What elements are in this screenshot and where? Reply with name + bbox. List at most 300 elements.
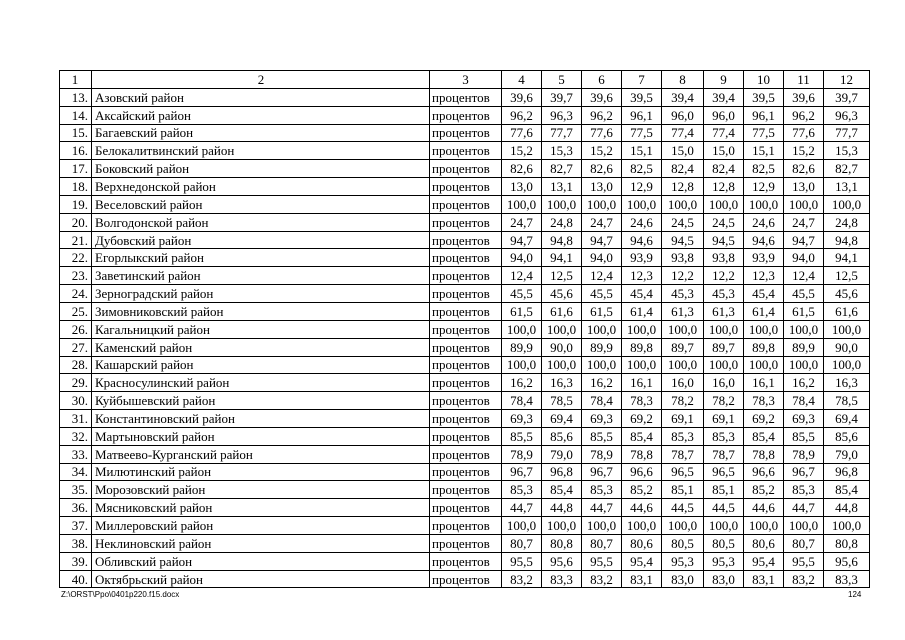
value-cell: 61,6 xyxy=(824,302,870,320)
row-number: 15. xyxy=(60,124,92,142)
value-cell: 100,0 xyxy=(542,195,582,213)
value-cell: 82,6 xyxy=(502,160,542,178)
value-cell: 100,0 xyxy=(784,356,824,374)
header-cell: 4 xyxy=(502,71,542,89)
district-name: Зерноградский район xyxy=(92,285,430,303)
value-cell: 44,6 xyxy=(622,499,662,517)
value-cell: 69,4 xyxy=(824,410,870,428)
table-row xyxy=(60,445,870,463)
value-cell: 80,6 xyxy=(744,534,784,552)
data-table xyxy=(59,70,870,588)
unit-cell: процентов xyxy=(430,249,502,267)
value-cell: 69,1 xyxy=(704,410,744,428)
value-cell: 85,3 xyxy=(704,427,744,445)
value-cell: 44,7 xyxy=(582,499,622,517)
unit-cell: процентов xyxy=(430,302,502,320)
value-cell: 78,5 xyxy=(824,392,870,410)
value-cell: 89,9 xyxy=(784,338,824,356)
value-cell: 44,5 xyxy=(704,499,744,517)
footer-page-number: 124 xyxy=(848,590,862,599)
value-cell: 39,4 xyxy=(662,88,704,106)
value-cell: 78,4 xyxy=(784,392,824,410)
value-cell: 96,1 xyxy=(622,106,662,124)
value-cell: 39,7 xyxy=(824,88,870,106)
value-cell: 78,9 xyxy=(582,445,622,463)
value-cell: 82,6 xyxy=(784,160,824,178)
table-row xyxy=(60,267,870,285)
value-cell: 77,4 xyxy=(704,124,744,142)
value-cell: 45,4 xyxy=(744,285,784,303)
district-name: Мясниковский район xyxy=(92,499,430,517)
table-row xyxy=(60,195,870,213)
value-cell: 100,0 xyxy=(704,356,744,374)
value-cell: 85,5 xyxy=(502,427,542,445)
value-cell: 61,3 xyxy=(662,302,704,320)
value-cell: 96,7 xyxy=(502,463,542,481)
value-cell: 93,9 xyxy=(744,249,784,267)
value-cell: 15,1 xyxy=(622,142,662,160)
value-cell: 100,0 xyxy=(824,320,870,338)
district-name: Октябрьский район xyxy=(92,570,430,588)
value-cell: 45,3 xyxy=(662,285,704,303)
value-cell: 78,4 xyxy=(582,392,622,410)
value-cell: 82,4 xyxy=(704,160,744,178)
value-cell: 100,0 xyxy=(502,356,542,374)
value-cell: 96,5 xyxy=(704,463,744,481)
value-cell: 16,3 xyxy=(824,374,870,392)
value-cell: 15,2 xyxy=(784,142,824,160)
value-cell: 61,5 xyxy=(582,302,622,320)
value-cell: 16,2 xyxy=(784,374,824,392)
value-cell: 24,7 xyxy=(582,213,622,231)
value-cell: 78,4 xyxy=(502,392,542,410)
value-cell: 100,0 xyxy=(582,356,622,374)
value-cell: 39,7 xyxy=(542,88,582,106)
table-row xyxy=(60,285,870,303)
table-row xyxy=(60,160,870,178)
value-cell: 44,8 xyxy=(542,499,582,517)
value-cell: 83,2 xyxy=(502,570,542,588)
value-cell: 44,7 xyxy=(502,499,542,517)
value-cell: 82,6 xyxy=(582,160,622,178)
value-cell: 100,0 xyxy=(744,517,784,535)
value-cell: 83,0 xyxy=(704,570,744,588)
row-number: 32. xyxy=(60,427,92,445)
value-cell: 96,2 xyxy=(582,106,622,124)
header-cell: 5 xyxy=(542,71,582,89)
value-cell: 85,3 xyxy=(582,481,622,499)
value-cell: 45,6 xyxy=(542,285,582,303)
value-cell: 24,5 xyxy=(662,213,704,231)
row-number: 38. xyxy=(60,534,92,552)
district-name: Егорлыкский район xyxy=(92,249,430,267)
row-number: 17. xyxy=(60,160,92,178)
value-cell: 78,8 xyxy=(622,445,662,463)
value-cell: 39,5 xyxy=(744,88,784,106)
value-cell: 69,1 xyxy=(662,410,704,428)
value-cell: 16,2 xyxy=(582,374,622,392)
table-row xyxy=(60,106,870,124)
district-name: Веселовский район xyxy=(92,195,430,213)
value-cell: 69,2 xyxy=(622,410,662,428)
value-cell: 95,5 xyxy=(582,552,622,570)
row-number: 29. xyxy=(60,374,92,392)
value-cell: 96,3 xyxy=(542,106,582,124)
value-cell: 94,7 xyxy=(784,231,824,249)
district-name: Аксайский район xyxy=(92,106,430,124)
value-cell: 83,2 xyxy=(582,570,622,588)
district-name: Заветинский район xyxy=(92,267,430,285)
row-number: 35. xyxy=(60,481,92,499)
value-cell: 89,9 xyxy=(582,338,622,356)
district-name: Красносулинский район xyxy=(92,374,430,392)
district-name: Азовский район xyxy=(92,88,430,106)
table-row xyxy=(60,249,870,267)
row-number: 13. xyxy=(60,88,92,106)
value-cell: 100,0 xyxy=(662,517,704,535)
value-cell: 85,4 xyxy=(824,481,870,499)
value-cell: 85,3 xyxy=(502,481,542,499)
table-header-row xyxy=(60,71,870,89)
value-cell: 15,2 xyxy=(582,142,622,160)
value-cell: 95,6 xyxy=(824,552,870,570)
value-cell: 44,5 xyxy=(662,499,704,517)
value-cell: 96,1 xyxy=(744,106,784,124)
unit-cell: процентов xyxy=(430,481,502,499)
row-number: 31. xyxy=(60,410,92,428)
value-cell: 69,3 xyxy=(502,410,542,428)
unit-cell: процентов xyxy=(430,392,502,410)
table-row xyxy=(60,142,870,160)
value-cell: 61,4 xyxy=(744,302,784,320)
value-cell: 12,5 xyxy=(824,267,870,285)
row-number: 27. xyxy=(60,338,92,356)
value-cell: 94,0 xyxy=(582,249,622,267)
table-row xyxy=(60,481,870,499)
value-cell: 16,1 xyxy=(622,374,662,392)
district-name: Кашарский район xyxy=(92,356,430,374)
value-cell: 83,3 xyxy=(542,570,582,588)
value-cell: 13,0 xyxy=(784,178,824,196)
value-cell: 77,6 xyxy=(784,124,824,142)
header-cell: 3 xyxy=(430,71,502,89)
table-row xyxy=(60,374,870,392)
value-cell: 61,3 xyxy=(704,302,744,320)
value-cell: 96,8 xyxy=(824,463,870,481)
value-cell: 78,2 xyxy=(662,392,704,410)
table-row xyxy=(60,213,870,231)
value-cell: 89,9 xyxy=(502,338,542,356)
unit-cell: процентов xyxy=(430,517,502,535)
district-name: Мартыновский район xyxy=(92,427,430,445)
table-row xyxy=(60,517,870,535)
unit-cell: процентов xyxy=(430,445,502,463)
value-cell: 77,5 xyxy=(622,124,662,142)
value-cell: 94,6 xyxy=(622,231,662,249)
value-cell: 100,0 xyxy=(662,320,704,338)
table-row xyxy=(60,463,870,481)
value-cell: 96,7 xyxy=(582,463,622,481)
value-cell: 85,3 xyxy=(662,427,704,445)
table-row xyxy=(60,499,870,517)
value-cell: 77,6 xyxy=(502,124,542,142)
value-cell: 96,8 xyxy=(542,463,582,481)
district-name: Кагальницкий район xyxy=(92,320,430,338)
row-number: 24. xyxy=(60,285,92,303)
unit-cell: процентов xyxy=(430,160,502,178)
row-number: 40. xyxy=(60,570,92,588)
table-row xyxy=(60,534,870,552)
district-name: Матвеево-Курганский район xyxy=(92,445,430,463)
value-cell: 77,7 xyxy=(824,124,870,142)
value-cell: 61,5 xyxy=(784,302,824,320)
unit-cell: процентов xyxy=(430,213,502,231)
unit-cell: процентов xyxy=(430,534,502,552)
value-cell: 96,2 xyxy=(784,106,824,124)
district-name: Боковский район xyxy=(92,160,430,178)
value-cell: 61,5 xyxy=(502,302,542,320)
unit-cell: процентов xyxy=(430,88,502,106)
value-cell: 85,4 xyxy=(622,427,662,445)
value-cell: 96,0 xyxy=(704,106,744,124)
value-cell: 96,5 xyxy=(662,463,704,481)
value-cell: 100,0 xyxy=(704,517,744,535)
district-name: Дубовский район xyxy=(92,231,430,249)
value-cell: 61,4 xyxy=(622,302,662,320)
header-cell: 12 xyxy=(824,71,870,89)
table-row xyxy=(60,552,870,570)
value-cell: 94,0 xyxy=(502,249,542,267)
unit-cell: процентов xyxy=(430,285,502,303)
value-cell: 94,7 xyxy=(502,231,542,249)
value-cell: 78,9 xyxy=(502,445,542,463)
value-cell: 89,7 xyxy=(662,338,704,356)
table-row xyxy=(60,302,870,320)
value-cell: 93,8 xyxy=(704,249,744,267)
value-cell: 80,6 xyxy=(622,534,662,552)
value-cell: 80,8 xyxy=(824,534,870,552)
value-cell: 100,0 xyxy=(784,195,824,213)
value-cell: 85,6 xyxy=(824,427,870,445)
value-cell: 100,0 xyxy=(662,195,704,213)
value-cell: 39,4 xyxy=(704,88,744,106)
value-cell: 13,0 xyxy=(582,178,622,196)
value-cell: 82,4 xyxy=(662,160,704,178)
value-cell: 12,8 xyxy=(704,178,744,196)
value-cell: 80,7 xyxy=(582,534,622,552)
value-cell: 93,8 xyxy=(662,249,704,267)
value-cell: 12,3 xyxy=(744,267,784,285)
value-cell: 100,0 xyxy=(622,356,662,374)
value-cell: 44,7 xyxy=(784,499,824,517)
value-cell: 69,3 xyxy=(784,410,824,428)
table-row xyxy=(60,178,870,196)
value-cell: 45,3 xyxy=(704,285,744,303)
value-cell: 12,2 xyxy=(704,267,744,285)
table-row xyxy=(60,392,870,410)
value-cell: 100,0 xyxy=(744,195,784,213)
value-cell: 80,5 xyxy=(704,534,744,552)
district-name: Морозовский район xyxy=(92,481,430,499)
value-cell: 100,0 xyxy=(542,320,582,338)
value-cell: 94,5 xyxy=(662,231,704,249)
unit-cell: процентов xyxy=(430,142,502,160)
value-cell: 82,7 xyxy=(542,160,582,178)
row-number: 21. xyxy=(60,231,92,249)
value-cell: 12,4 xyxy=(502,267,542,285)
value-cell: 78,3 xyxy=(744,392,784,410)
district-name: Обливский район xyxy=(92,552,430,570)
value-cell: 89,8 xyxy=(744,338,784,356)
value-cell: 85,4 xyxy=(542,481,582,499)
value-cell: 45,5 xyxy=(502,285,542,303)
value-cell: 90,0 xyxy=(542,338,582,356)
value-cell: 100,0 xyxy=(542,356,582,374)
table-row xyxy=(60,124,870,142)
value-cell: 100,0 xyxy=(622,320,662,338)
district-name: Белокалитвинский район xyxy=(92,142,430,160)
value-cell: 83,2 xyxy=(784,570,824,588)
unit-cell: процентов xyxy=(430,552,502,570)
value-cell: 100,0 xyxy=(824,356,870,374)
value-cell: 83,0 xyxy=(662,570,704,588)
value-cell: 100,0 xyxy=(502,320,542,338)
row-number: 19. xyxy=(60,195,92,213)
value-cell: 96,6 xyxy=(622,463,662,481)
value-cell: 94,8 xyxy=(542,231,582,249)
value-cell: 94,1 xyxy=(824,249,870,267)
value-cell: 24,8 xyxy=(542,213,582,231)
value-cell: 13,1 xyxy=(542,178,582,196)
value-cell: 16,2 xyxy=(502,374,542,392)
unit-cell: процентов xyxy=(430,374,502,392)
district-name: Верхнедонской район xyxy=(92,178,430,196)
value-cell: 12,8 xyxy=(662,178,704,196)
value-cell: 100,0 xyxy=(744,356,784,374)
value-cell: 45,4 xyxy=(622,285,662,303)
header-cell: 6 xyxy=(582,71,622,89)
value-cell: 24,5 xyxy=(704,213,744,231)
value-cell: 39,6 xyxy=(502,88,542,106)
value-cell: 95,4 xyxy=(622,552,662,570)
value-cell: 12,4 xyxy=(582,267,622,285)
value-cell: 89,8 xyxy=(622,338,662,356)
table-row xyxy=(60,88,870,106)
header-cell: 2 xyxy=(92,71,430,89)
value-cell: 96,7 xyxy=(784,463,824,481)
unit-cell: процентов xyxy=(430,320,502,338)
value-cell: 95,5 xyxy=(502,552,542,570)
footer-file-path: Z:\ORST\Ppo\0401p220.f15.docx xyxy=(61,590,180,599)
value-cell: 15,0 xyxy=(662,142,704,160)
value-cell: 69,2 xyxy=(744,410,784,428)
value-cell: 95,6 xyxy=(542,552,582,570)
value-cell: 80,7 xyxy=(502,534,542,552)
unit-cell: процентов xyxy=(430,267,502,285)
value-cell: 24,6 xyxy=(622,213,662,231)
value-cell: 69,3 xyxy=(582,410,622,428)
header-cell: 11 xyxy=(784,71,824,89)
unit-cell: процентов xyxy=(430,356,502,374)
row-number: 18. xyxy=(60,178,92,196)
value-cell: 100,0 xyxy=(662,356,704,374)
value-cell: 16,0 xyxy=(704,374,744,392)
district-name: Миллеровский район xyxy=(92,517,430,535)
value-cell: 95,5 xyxy=(784,552,824,570)
value-cell: 24,7 xyxy=(502,213,542,231)
value-cell: 78,7 xyxy=(662,445,704,463)
value-cell: 85,5 xyxy=(784,427,824,445)
table-row xyxy=(60,320,870,338)
value-cell: 12,2 xyxy=(662,267,704,285)
value-cell: 83,1 xyxy=(744,570,784,588)
row-number: 28. xyxy=(60,356,92,374)
value-cell: 24,6 xyxy=(744,213,784,231)
value-cell: 45,5 xyxy=(784,285,824,303)
value-cell: 95,3 xyxy=(662,552,704,570)
value-cell: 90,0 xyxy=(824,338,870,356)
value-cell: 39,5 xyxy=(622,88,662,106)
district-name: Неклиновский район xyxy=(92,534,430,552)
district-name: Волгодонской район xyxy=(92,213,430,231)
row-number: 23. xyxy=(60,267,92,285)
row-number: 37. xyxy=(60,517,92,535)
value-cell: 24,7 xyxy=(784,213,824,231)
row-number: 22. xyxy=(60,249,92,267)
value-cell: 77,4 xyxy=(662,124,704,142)
district-name: Зимовниковский район xyxy=(92,302,430,320)
value-cell: 15,1 xyxy=(744,142,784,160)
value-cell: 45,6 xyxy=(824,285,870,303)
value-cell: 78,8 xyxy=(744,445,784,463)
value-cell: 80,7 xyxy=(784,534,824,552)
value-cell: 85,3 xyxy=(784,481,824,499)
row-number: 20. xyxy=(60,213,92,231)
value-cell: 100,0 xyxy=(784,320,824,338)
row-number: 33. xyxy=(60,445,92,463)
value-cell: 77,6 xyxy=(582,124,622,142)
table-row xyxy=(60,356,870,374)
unit-cell: процентов xyxy=(430,124,502,142)
value-cell: 12,9 xyxy=(622,178,662,196)
value-cell: 15,3 xyxy=(824,142,870,160)
value-cell: 96,0 xyxy=(662,106,704,124)
value-cell: 94,5 xyxy=(704,231,744,249)
header-cell: 10 xyxy=(744,71,784,89)
value-cell: 69,4 xyxy=(542,410,582,428)
value-cell: 85,1 xyxy=(704,481,744,499)
header-cell: 9 xyxy=(704,71,744,89)
unit-cell: процентов xyxy=(430,178,502,196)
value-cell: 96,2 xyxy=(502,106,542,124)
value-cell: 13,0 xyxy=(502,178,542,196)
value-cell: 16,3 xyxy=(542,374,582,392)
value-cell: 96,6 xyxy=(744,463,784,481)
district-name: Куйбышевский район xyxy=(92,392,430,410)
value-cell: 44,6 xyxy=(744,499,784,517)
value-cell: 15,2 xyxy=(502,142,542,160)
value-cell: 16,1 xyxy=(744,374,784,392)
value-cell: 94,0 xyxy=(784,249,824,267)
unit-cell: процентов xyxy=(430,427,502,445)
value-cell: 100,0 xyxy=(824,517,870,535)
row-number: 14. xyxy=(60,106,92,124)
value-cell: 100,0 xyxy=(542,517,582,535)
unit-cell: процентов xyxy=(430,463,502,481)
value-cell: 39,6 xyxy=(784,88,824,106)
value-cell: 24,8 xyxy=(824,213,870,231)
district-name: Багаевский район xyxy=(92,124,430,142)
